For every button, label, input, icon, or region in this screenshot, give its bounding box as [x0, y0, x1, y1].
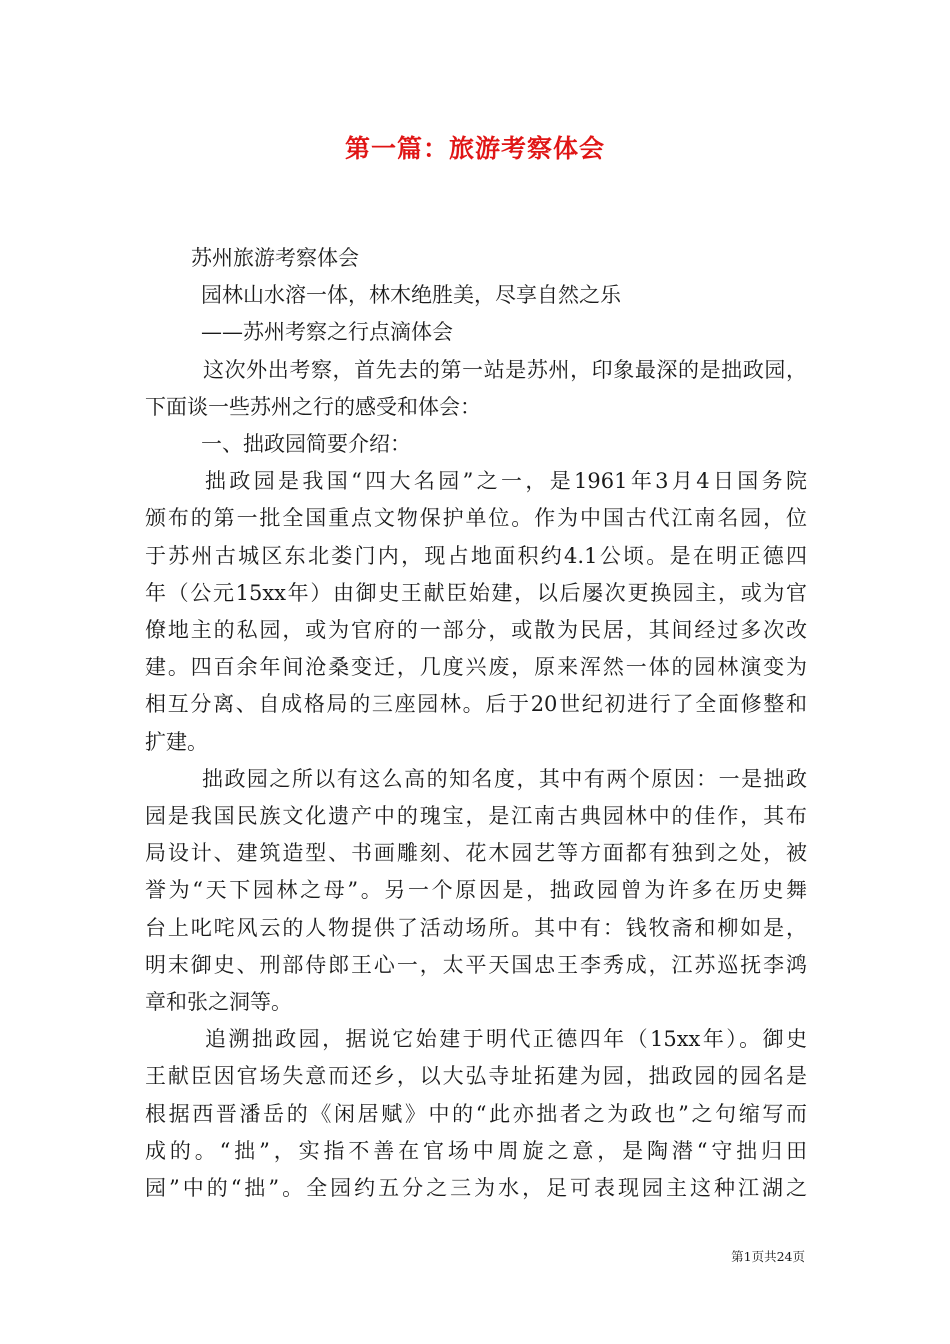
text-line: 苏州旅游考察体会 — [191, 246, 359, 270]
text-line: 章和张之洞等。 — [145, 990, 292, 1015]
text-line: 相互分离、自成格局的三座园林。后于20世纪初进行了全面修整和 — [145, 692, 807, 717]
text-line: 一、拙政园简要介绍： — [201, 432, 411, 457]
text-line: 年（公元15xx年）由御史王献臣始建，以后屡次更换园主，或为官 — [145, 580, 807, 605]
text-line: 局设计、建筑造型、书画雕刻、花木园艺等方面都有独到之处，被 — [145, 841, 807, 866]
text-line: 僚地主的私园，或为官府的一部分，或散为民居，其间经过多次改 — [145, 618, 807, 643]
text-line: 拙政园是我国“四大名园”之一，是1961年3月4日国务院 — [205, 469, 807, 494]
text-line: 建。四百余年间沧桑变迁，几度兴废，原来浑然一体的园林演变为 — [145, 655, 807, 680]
text-line: 下面谈一些苏州之行的感受和体会： — [145, 394, 481, 419]
page-number-footer: 第1页共24页 — [731, 1249, 805, 1264]
text-line: 园”中的“拙”。全园约五分之三为水，足可表现园主这种江湖之 — [145, 1176, 807, 1201]
text-line: 于苏州古城区东北娄门内，现占地面积约4.1公顷。是在明正德四 — [145, 543, 807, 568]
text-line: 这次外出考察，首先去的第一站是苏州，印象最深的是拙政园， — [203, 357, 807, 382]
text-line: 成的。“拙”，实指不善在官场中周旋之意，是陶潜“守拙归田 — [145, 1138, 807, 1163]
text-line: 颁布的第一批全国重点文物保护单位。作为中国古代江南名园，位 — [145, 506, 807, 531]
text-line: 园是我国民族文化遗产中的瑰宝，是江南古典园林中的佳作，其布 — [145, 804, 807, 829]
text-line: 台上叱咤风云的人物提供了活动场所。其中有：钱牧斋和柳如是， — [145, 915, 807, 940]
text-line: 根据西晋潘岳的《闲居赋》中的“此亦拙者之为政也”之句缩写而 — [145, 1101, 807, 1126]
document-title: 第一篇：旅游考察体会 — [344, 134, 605, 163]
text-line: 拙政园之所以有这么高的知名度，其中有两个原因：一是拙政 — [202, 766, 807, 791]
text-line: 誉为“天下园林之母”。另一个原因是，拙政园曾为许多在历史舞 — [145, 878, 807, 903]
document-body — [145, 240, 807, 1207]
text-line: 王献臣因官场失意而还乡，以大弘寺址拓建为园，拙政园的园名是 — [145, 1064, 807, 1089]
text-line: 追溯拙政园，据说它始建于明代正德四年（15xx年）。御史 — [205, 1027, 807, 1052]
text-line: 明末御史、刑部侍郎王心一，太平天国忠王李秀成，江苏巡抚李鸿 — [145, 952, 807, 977]
text-line: 扩建。 — [145, 729, 208, 754]
text-line: ——苏州考察之行点滴体会 — [201, 320, 453, 345]
text-line: 园林山水溶一体，林木绝胜美，尽享自然之乐 — [201, 283, 621, 308]
